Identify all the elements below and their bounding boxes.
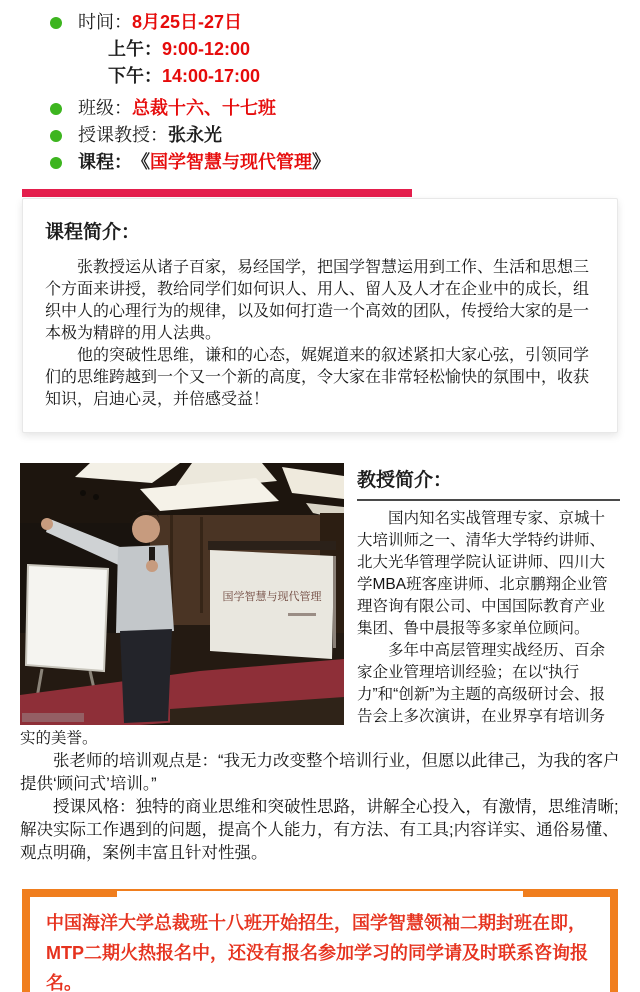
bullet-icon xyxy=(50,157,62,169)
info-row-afternoon xyxy=(50,63,620,90)
course-intro-title: 课程简介： xyxy=(45,222,141,243)
course-intro-card xyxy=(22,198,618,433)
bullet-icon xyxy=(50,130,62,142)
course-quote-open: 《 xyxy=(132,152,150,172)
professor-quote-paragraph: 张老师的培训观点是：“我无力改变整个培训行业，但愿以此律己，为我的客户提供‘顾问式’培训。” xyxy=(20,752,620,793)
bullet-icon xyxy=(50,17,62,29)
morning-label: 上午： xyxy=(108,39,162,59)
teaching-style-paragraph: 授课风格：独特的商业思维和突破性思路，讲解全心投入，有激情，思维清晰;解决实际工作遇到的问题，提高个人能力，有方法、有工具;内容详实、通俗易懂、观点明确，案例丰富且针对性强。 xyxy=(20,798,619,862)
professor-section xyxy=(20,463,620,865)
morning-value: 9:00-12:00 xyxy=(162,39,251,59)
teacher-label: 授课教授： xyxy=(78,125,168,145)
professor-intro-title: 教授简介： xyxy=(357,463,620,501)
screen-title-text: 国学智慧与现代管理 xyxy=(222,591,322,603)
class-value: 总裁十六、十七班 xyxy=(132,98,276,118)
course-value: 国学智慧与现代管理 xyxy=(150,152,312,172)
course-quote-close: 》 xyxy=(312,152,330,172)
time-value: 8月25日-27日 xyxy=(132,12,243,32)
lecture-photo-illustration xyxy=(20,463,344,725)
info-row-time xyxy=(50,9,620,36)
lecture-photo xyxy=(20,463,344,725)
time-label: 时间： xyxy=(78,12,132,32)
professor-paragraph: 多年中高层管理实战经历、百余家企业管理培训经验；在以“执行力”和“创新”为主题的高级研讨会、报告会上多次演讲，在业界享有培训务实的美誉。 xyxy=(20,642,606,747)
notice-border-accent xyxy=(22,889,117,897)
course-label: 课程： xyxy=(78,152,132,172)
enrollment-notice-text: 中国海洋大学总裁班十八班开始招生，国学智慧领袖二期封班在即，MTP二期火热报名中，还没有报名参加学习的同学请及时联系咨询报名。 xyxy=(46,913,588,992)
class-label: 班级： xyxy=(78,98,132,118)
course-intro-paragraph: 他的突破性思维，谦和的心态，娓娓道来的叙述紧扣大家心弦，引领同学们的思维跨越到一个又一个新的高度，令大家在非常轻松愉快的氛围中，收获知识，启迪心灵，并倍感受益！ xyxy=(45,347,590,408)
info-row-morning xyxy=(50,36,620,63)
course-info-list xyxy=(0,0,640,176)
enrollment-notice-box xyxy=(22,889,618,992)
info-row-class xyxy=(50,95,620,122)
afternoon-value: 14:00-17:00 xyxy=(162,66,261,86)
info-row-teacher xyxy=(50,122,620,149)
teacher-value: 张永光 xyxy=(168,125,222,145)
course-intro-paragraph: 张教授运从诸子百家，易经国学，把国学智慧运用到工作、生活和思想三个方面来讲授，教给同学们如何识人、用人、留人及人才在企业中的成长，组织中人的心理行为的规律，以及如何打造一个高效的团队，传授给大家的是一本极为精辟的用人法典。 xyxy=(45,259,590,342)
afternoon-label: 下午： xyxy=(108,66,162,86)
notice-border-accent xyxy=(523,889,618,897)
red-divider-bar xyxy=(22,189,412,197)
info-row-course xyxy=(50,149,620,176)
bullet-icon xyxy=(50,103,62,115)
professor-paragraph: 国内知名实战管理专家、京城十大培训师之一、清华大学特约讲师、北大光华管理学院认证讲师、四川大学MBA班客座讲师、北京鹏翔企业管理咨询有限公司、中国国际教育产业集团、鲁中晨报等多家单位顾问。 xyxy=(357,510,608,637)
